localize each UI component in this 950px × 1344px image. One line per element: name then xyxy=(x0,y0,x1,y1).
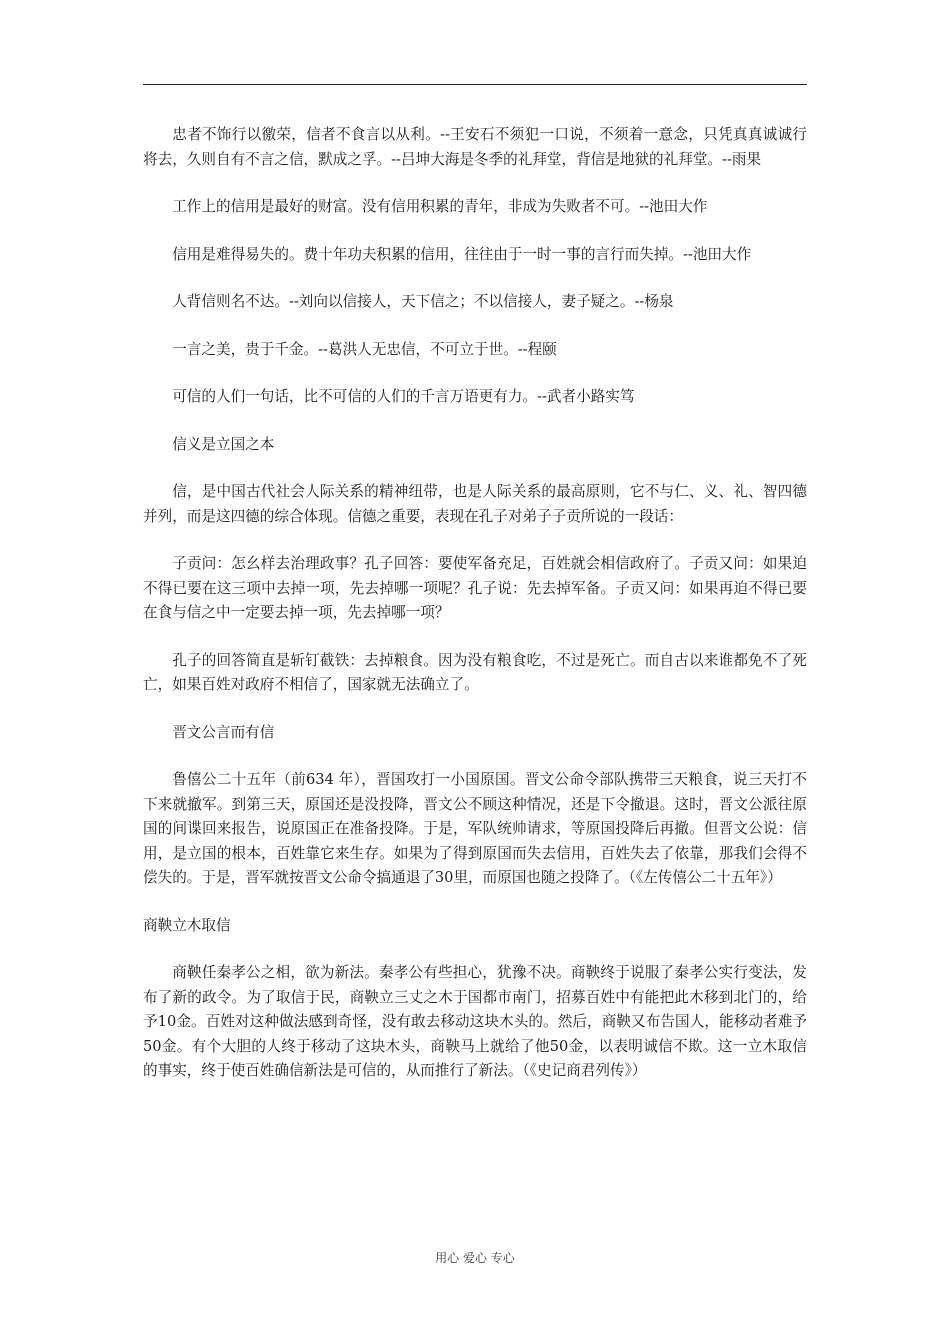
document-body xyxy=(143,123,807,1107)
paragraph-5: 一言之美，贵于千金。--葛洪人无忠信，不可立于世。--程颐 xyxy=(172,340,557,358)
paragraph-7: 信，是中国古代社会人际关系的精神纽带，也是人际关系的最高原则，它不与仁、义、礼、智四德并列，而是这四德的综合体现。信德之重要，表现在孔子对弟子子贡所说的一段话： xyxy=(143,483,807,525)
header-rule xyxy=(143,84,807,85)
page-footer: 用心 爱心 专心 xyxy=(435,1251,515,1265)
section-heading-2: 晋文公言而有信 xyxy=(172,723,275,741)
paragraph-1: 忠者不饰行以徼荣，信者不食言以从利。--王安石不须犯一口说，不须着一意念，只凭真真诚诚行将去，久则自有不言之信，默成之孚。--吕坤大海是冬季的礼拜堂，背信是地狱的礼拜堂。--雨果 xyxy=(143,126,807,168)
paragraph-8: 子贡问：怎幺样去治理政事？孔子回答：要使军备充足，百姓就会相信政府了。子贡又问：如果迫不得已要在这三项中去掉一项，先去掉哪一项呢？孔子说：先去掉军备。子贡又问：如果再迫不得已要在食与信之中一定要去掉一项，先去掉哪一项？ xyxy=(143,555,807,621)
paragraph-4: 人背信则名不达。--刘向以信接人，天下信之；不以信接人，妻子疑之。--杨泉 xyxy=(172,293,674,310)
paragraph-6: 可信的人们一句话，比不可信的人们的千言万语更有力。--武者小路实笃 xyxy=(172,388,635,405)
paragraph-9: 孔子的回答简直是斩钉截铁：去掉粮食。因为没有粮食吃，不过是死亡。而自古以来谁都免不了死亡，如果百姓对政府不相信了，国家就无法确立了。 xyxy=(143,651,807,693)
paragraph-2: 工作上的信用是最好的财富。没有信用积累的青年，非成为失败者不可。--池田大作 xyxy=(172,198,708,215)
paragraph-10: 鲁僖公二十五年（前634 年），晋国攻打一小国原国。晋文公命令部队携带三天粮食，说三天打不下来就撤军。到第三天，原国还是没投降，晋文公不顾这种情况，还是下令撤退。这时，晋文公派往原国的间谍回来报告，说原国正在准备投降。于是，军队统帅请求，等原国投降后再撤。但晋文公说：信用，是立国的根本，百姓靠它来生存。如果为了得到原国而失去信用，百姓失去了依靠，那我们会得不偿失的。于是，晋军就按晋文公命令搞通退了30里，而原国也随之投降了。（《左传僖公二十五年》） xyxy=(143,771,807,886)
paragraph-11: 商鞅任秦孝公之相，欲为新法。秦孝公有些担心，犹豫不决。商鞅终于说服了秦孝公实行变法，发布了新的政令。为了取信于民，商鞅立三丈之木于国都市南门，招募百姓中有能把此木移到北门的，给予10金。百姓对这种做法感到奇怪，没有敢去移动这块木头的。然后，商鞅又布告国人，能移动者难予50金。有个大胆的人终于移动了这块木头，商鞅马上就给了他50金，以表明诚信不欺。这一立木取信的事实，终于使百姓确信新法是可信的，从而推行了新法。（《史记商君列传》） xyxy=(143,964,807,1079)
paragraph-3: 信用是难得易失的。费十年功夫积累的信用，往往由于一时一事的言行而失掉。--池田大作 xyxy=(172,245,752,263)
section-heading-3: 商鞅立木取信 xyxy=(143,916,231,934)
section-heading-1: 信义是立国之本 xyxy=(172,435,275,453)
